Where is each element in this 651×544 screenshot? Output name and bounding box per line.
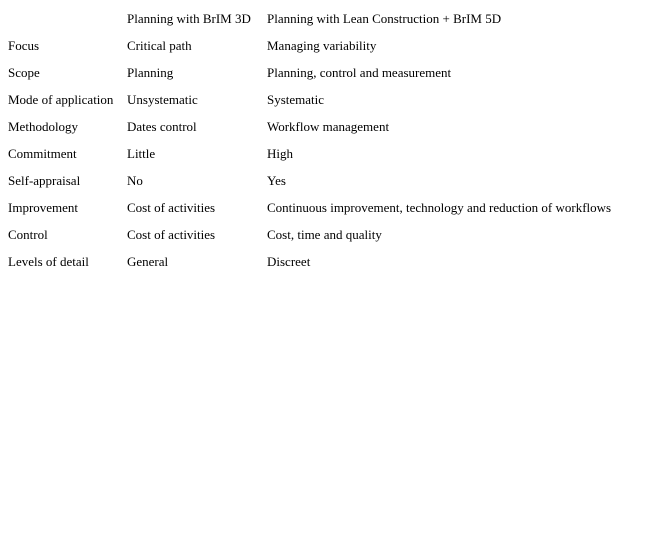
table-row bbox=[3, 113, 615, 140]
lean-brim-5d-value: Managing variability bbox=[267, 38, 377, 53]
table-header bbox=[3, 5, 615, 32]
lean-brim-5d-value: Continuous improvement, technology and reduction of workflows bbox=[267, 200, 612, 215]
lean-brim-5d-value: Discreet bbox=[267, 254, 311, 269]
row-label: Improvement bbox=[8, 200, 79, 215]
row-label: Levels of detail bbox=[8, 254, 89, 269]
row-label: Mode of application bbox=[8, 92, 114, 107]
brim-3d-value: General bbox=[127, 254, 169, 269]
lean-brim-5d-value: Cost, time and quality bbox=[267, 227, 382, 242]
table-row bbox=[3, 221, 615, 248]
lean-brim-5d-value: Workflow management bbox=[267, 119, 390, 134]
table-row bbox=[3, 194, 615, 221]
header-cell-brim-3d: Planning with BrIM 3D bbox=[127, 11, 251, 26]
header-cell-lean-brim-5d: Planning with Lean Construction + BrIM 5D bbox=[267, 11, 502, 26]
brim-3d-value: Dates control bbox=[127, 119, 197, 134]
table-row bbox=[3, 140, 615, 167]
row-label: Focus bbox=[8, 38, 40, 53]
brim-3d-value: Planning bbox=[127, 65, 174, 80]
lean-brim-5d-value: Planning, control and measurement bbox=[267, 65, 452, 80]
header-cell-attribute bbox=[3, 5, 122, 32]
lean-brim-5d-value: Systematic bbox=[267, 92, 325, 107]
brim-3d-value: Little bbox=[127, 146, 156, 161]
brim-3d-value: Cost of activities bbox=[127, 227, 216, 242]
table-row bbox=[3, 167, 615, 194]
brim-3d-value: No bbox=[127, 173, 143, 188]
lean-brim-5d-value: Yes bbox=[267, 173, 286, 188]
brim-3d-value: Critical path bbox=[127, 38, 192, 53]
table-row bbox=[3, 248, 615, 275]
lean-brim-5d-value: High bbox=[267, 146, 293, 161]
brim-3d-value: Unsystematic bbox=[127, 92, 198, 107]
table-row bbox=[3, 32, 615, 59]
row-label: Self-appraisal bbox=[8, 173, 81, 188]
table-row bbox=[3, 59, 615, 86]
brim-3d-value: Cost of activities bbox=[127, 200, 216, 215]
row-label: Methodology bbox=[8, 119, 79, 134]
row-label: Control bbox=[8, 227, 48, 242]
row-label: Commitment bbox=[8, 146, 77, 161]
table-body bbox=[3, 32, 615, 275]
row-label: Scope bbox=[8, 65, 40, 80]
table-row bbox=[3, 86, 615, 113]
header-row bbox=[3, 5, 615, 32]
comparison-table bbox=[3, 5, 615, 275]
